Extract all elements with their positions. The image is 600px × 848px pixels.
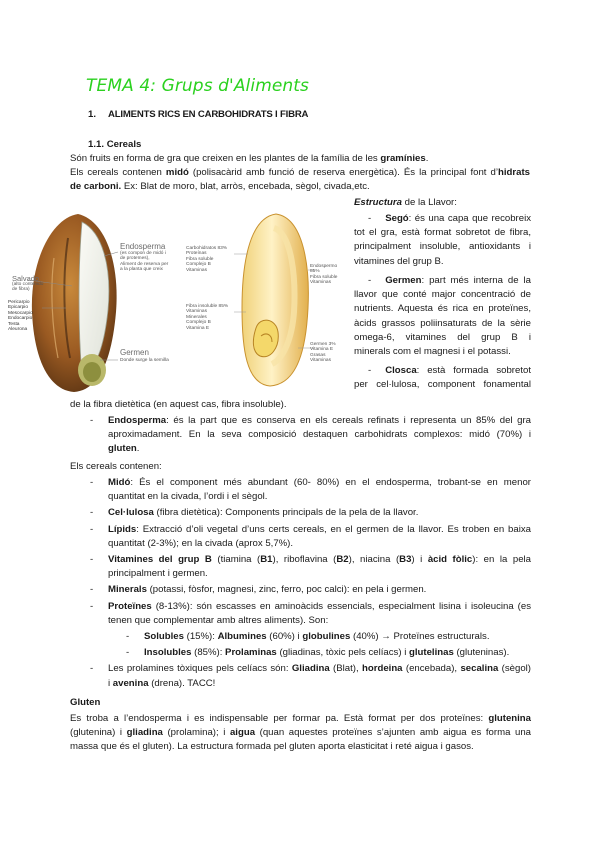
- list-item: [90, 583, 531, 597]
- rice-grain-illustration: [234, 214, 314, 386]
- grain-illustration: [8, 208, 348, 394]
- text: (prolamina); i: [162, 727, 230, 739]
- estructura-label: Estructura: [354, 197, 402, 208]
- estructura-heading: [354, 196, 457, 210]
- label-endo-desc: (es compon de midó i de proteïnes), Aliment de reserva per a la planta que creix: [120, 251, 169, 273]
- term: avenina: [112, 677, 149, 689]
- text: (quan aquestes proteïnes s’ajunten amb aigua es forma una: [255, 727, 531, 739]
- text: per cel·lulosa, component fonamental: [354, 379, 531, 391]
- text: (drena). TACC!: [148, 677, 216, 689]
- list-item: [90, 600, 531, 628]
- term: B1: [260, 554, 273, 566]
- bullet-dash: -: [90, 523, 94, 535]
- subsection-number: 1.1.: [88, 139, 105, 150]
- sego-block: [354, 212, 531, 269]
- text: quantitat (2-3%); en la civada (aprox 5,7%).: [108, 537, 294, 549]
- term: Proteïnes: [108, 600, 152, 612]
- sub-list-item: [126, 646, 531, 660]
- text: tenen que complementar amb altres aliments). Son:: [108, 614, 329, 626]
- text: (potassi, fòsfor, magnesi, zinc, ferro, poc calci): en pela i germen.: [146, 584, 427, 596]
- term-closca: Closca: [385, 365, 417, 376]
- label-group-c: Endospermo 85% Fibra soluble Vitaminas: [310, 264, 338, 286]
- term: Vitamines del grup B: [108, 554, 212, 566]
- text: : Extracció d’oli vegetal d’uns certs cereals, en el germen de la llavor. Es troben en baixa: [136, 523, 531, 535]
- text: (sègol): [498, 663, 531, 675]
- nutrient-list: [90, 476, 531, 691]
- term: secalina: [460, 663, 499, 675]
- term-sego: Segó: [385, 213, 409, 224]
- list-item: [90, 553, 531, 581]
- intro-bold: gramínies: [380, 153, 426, 164]
- section-title: ALIMENTS RICS EN CARBOHIDRATS I FIBRA: [108, 109, 309, 120]
- term: Lípids: [108, 523, 137, 535]
- term: Minerals: [108, 584, 147, 596]
- bullet-dash: -: [90, 584, 94, 596]
- text: (15%):: [183, 631, 218, 643]
- list-item: [90, 506, 531, 520]
- term: gliadina: [126, 727, 163, 739]
- text: massa que és el gluten). La estructura formada pel gluten aporta elasticitat i reté aigua i gasos.: [70, 741, 474, 753]
- text: (tiamina (: [211, 554, 261, 566]
- label-group-b: Fibra insoluble 85% Vitaminas Minerales Complejo B Vitamina E: [186, 304, 229, 331]
- text: llavor que conté major concentració de: [354, 289, 531, 301]
- section-heading: [88, 108, 308, 122]
- list-item: [90, 662, 531, 690]
- gluten-title: Gluten: [70, 697, 101, 708]
- bullet-dash: -: [90, 554, 94, 566]
- text: ), niacina (: [348, 554, 400, 566]
- list-item: [90, 476, 531, 504]
- text: ): en la pela: [472, 554, 531, 566]
- term: Insolubles: [144, 647, 192, 659]
- text: : és la part que es conserva en els cereals refinats i representa un 85% del gra: [166, 415, 531, 426]
- label-salvado-desc: (alto contenido de fibra): [12, 282, 44, 293]
- text: (glutenina) i: [70, 727, 127, 739]
- term: hordeina: [362, 663, 403, 675]
- term: Prolaminas: [225, 647, 277, 659]
- intro-bold: de carboni.: [70, 181, 122, 192]
- text: principalment i germen.: [108, 568, 208, 580]
- label-germen: Germen: [120, 348, 149, 357]
- term-endosperma: Endosperma: [108, 415, 167, 426]
- text: (60%) i: [266, 631, 303, 643]
- text: ), riboflavina (: [272, 554, 337, 566]
- intro-bold: hidrats: [498, 167, 531, 178]
- bullet-dash: -: [90, 600, 94, 612]
- bullet-dash: -: [126, 647, 130, 659]
- term-germen: Germen: [385, 275, 422, 286]
- term: Midó: [108, 477, 131, 488]
- text: Es troba a l’endosperma i es indispensable per formar pa. Està format per dos proteïnes:: [70, 713, 489, 724]
- text: nutrients. Aquesta és rica en proteïnes,: [354, 303, 531, 315]
- term: glutenina: [488, 713, 531, 724]
- subsection-title: Cereals: [106, 139, 142, 150]
- text: tot el gra, està format sobretot de fibra,: [354, 227, 531, 239]
- text: i: [108, 677, 113, 689]
- term: B2: [336, 554, 349, 566]
- label-endosperma: Endosperma: [120, 242, 166, 251]
- intro-text: Ex: Blat de moro, blat, arròs, encebada, sègol, civada,etc.: [121, 181, 370, 192]
- term: aigua: [229, 727, 256, 739]
- wheat-grain-illustration: [28, 214, 118, 392]
- intro-text: (polisacàrid amb funció de reserva energètica). És la principal font d’: [188, 167, 499, 178]
- text: vitamines del grup B.: [354, 255, 444, 267]
- text: àcids grassos poliinsaturats de la sèrie: [354, 317, 531, 329]
- list-item: [90, 523, 531, 551]
- text: : és una capa que recobreix: [408, 213, 531, 224]
- sub-list-item: [126, 630, 531, 644]
- term: àcid fòlic: [427, 554, 473, 566]
- endosperma-block: [90, 414, 531, 457]
- term-gluten: gluten: [108, 443, 137, 455]
- term: Cel·lulosa: [108, 507, 154, 519]
- bullet-dash: -: [90, 477, 94, 488]
- grain-figure: [8, 208, 348, 394]
- text: minerals com el magnesi i el potassi.: [354, 346, 511, 358]
- text: Les prolamines tòxiques pels celíacs són:: [108, 663, 292, 675]
- term: B3: [399, 554, 412, 566]
- text: omega-6, vitamines del grup B i: [354, 331, 531, 343]
- intro-line-1: [70, 152, 530, 166]
- bullet-dash: -: [368, 213, 372, 224]
- closca-block: [354, 364, 531, 392]
- text: quantitat en la civada, l’ordi i el sègol.: [108, 491, 268, 503]
- text: : És el component més abundant (60- 80%) en el endosperma, trobant-se en menor: [130, 477, 531, 488]
- bullet-dash: -: [90, 663, 94, 675]
- text: principalment insoluble, antioxidants i: [354, 241, 531, 253]
- estructura-rest: de la Llavor:: [401, 197, 457, 208]
- bullet-dash: -: [368, 365, 372, 376]
- intro-line-2: [70, 166, 530, 180]
- term: glutelinas: [409, 647, 454, 659]
- intro-bold: midó: [165, 167, 189, 178]
- subsection-heading: [88, 138, 141, 152]
- intro-text: .: [425, 153, 429, 164]
- term: Albumines: [217, 631, 267, 643]
- label-germen-desc: Donde surge la semilla: [120, 358, 169, 363]
- label-group-a: Carbohidratos 83% Proteínas Fibra soluble Complejo B Vitaminas: [186, 246, 228, 273]
- term: Gliadina: [291, 663, 330, 675]
- text: (fibra dietètica): Components principals de la pela de la llavor.: [153, 507, 419, 519]
- label-group-d: Germen 3% Vitamina E Grasas Vitaminas: [310, 342, 336, 364]
- intro-text: Són fruits en forma de gra que creixen en les plantes de la família de les: [70, 153, 381, 164]
- germen-block: [354, 274, 531, 359]
- bullet-dash: -: [90, 507, 94, 519]
- text: : part més interna de la: [421, 275, 531, 286]
- label-salvado: Salvado: [12, 274, 40, 283]
- page-title: TEMA 4: Grups d'Aliments: [86, 76, 310, 96]
- text: (85%):: [191, 647, 226, 659]
- closca-line-3: de la fibra dietètica (en aquest cas, fibra insoluble).: [70, 399, 287, 410]
- text: aproximadament. En la seva composició destaquen carbohidrats complexos: midó (70%) i: [108, 429, 531, 441]
- text: (Blat),: [329, 663, 362, 675]
- text: ) i: [411, 554, 428, 566]
- bullet-dash: -: [90, 415, 94, 426]
- section-number: 1.: [88, 109, 97, 120]
- gluten-heading: [70, 696, 100, 710]
- text: (encebada),: [402, 663, 461, 675]
- text: .: [136, 443, 140, 455]
- term: Solubles: [144, 631, 184, 643]
- bullet-dash: -: [368, 275, 372, 286]
- text: (gluteninas).: [453, 647, 510, 659]
- term: globulines: [302, 631, 351, 643]
- text: (gliadinas, tòxic pels celíacs) i: [276, 647, 410, 659]
- intro-text: Els cereals contenen: [70, 167, 166, 178]
- text: (8-13%): són escasses en aminoàcids essencials, especialment lisina i isoleucina (es: [151, 600, 531, 612]
- bullet-dash: -: [126, 631, 130, 643]
- contenen-heading: Els cereals contenen:: [70, 461, 162, 472]
- text: (40%) → Proteïnes estructurals.: [350, 631, 490, 643]
- gluten-paragraph: [70, 712, 531, 755]
- intro-line-3: [70, 180, 530, 194]
- label-layers: Pericarpio Epicarpio Mesocarpio Endocarpio Testa Aleurona: [8, 300, 33, 333]
- text: : està formada sobretot: [416, 365, 531, 376]
